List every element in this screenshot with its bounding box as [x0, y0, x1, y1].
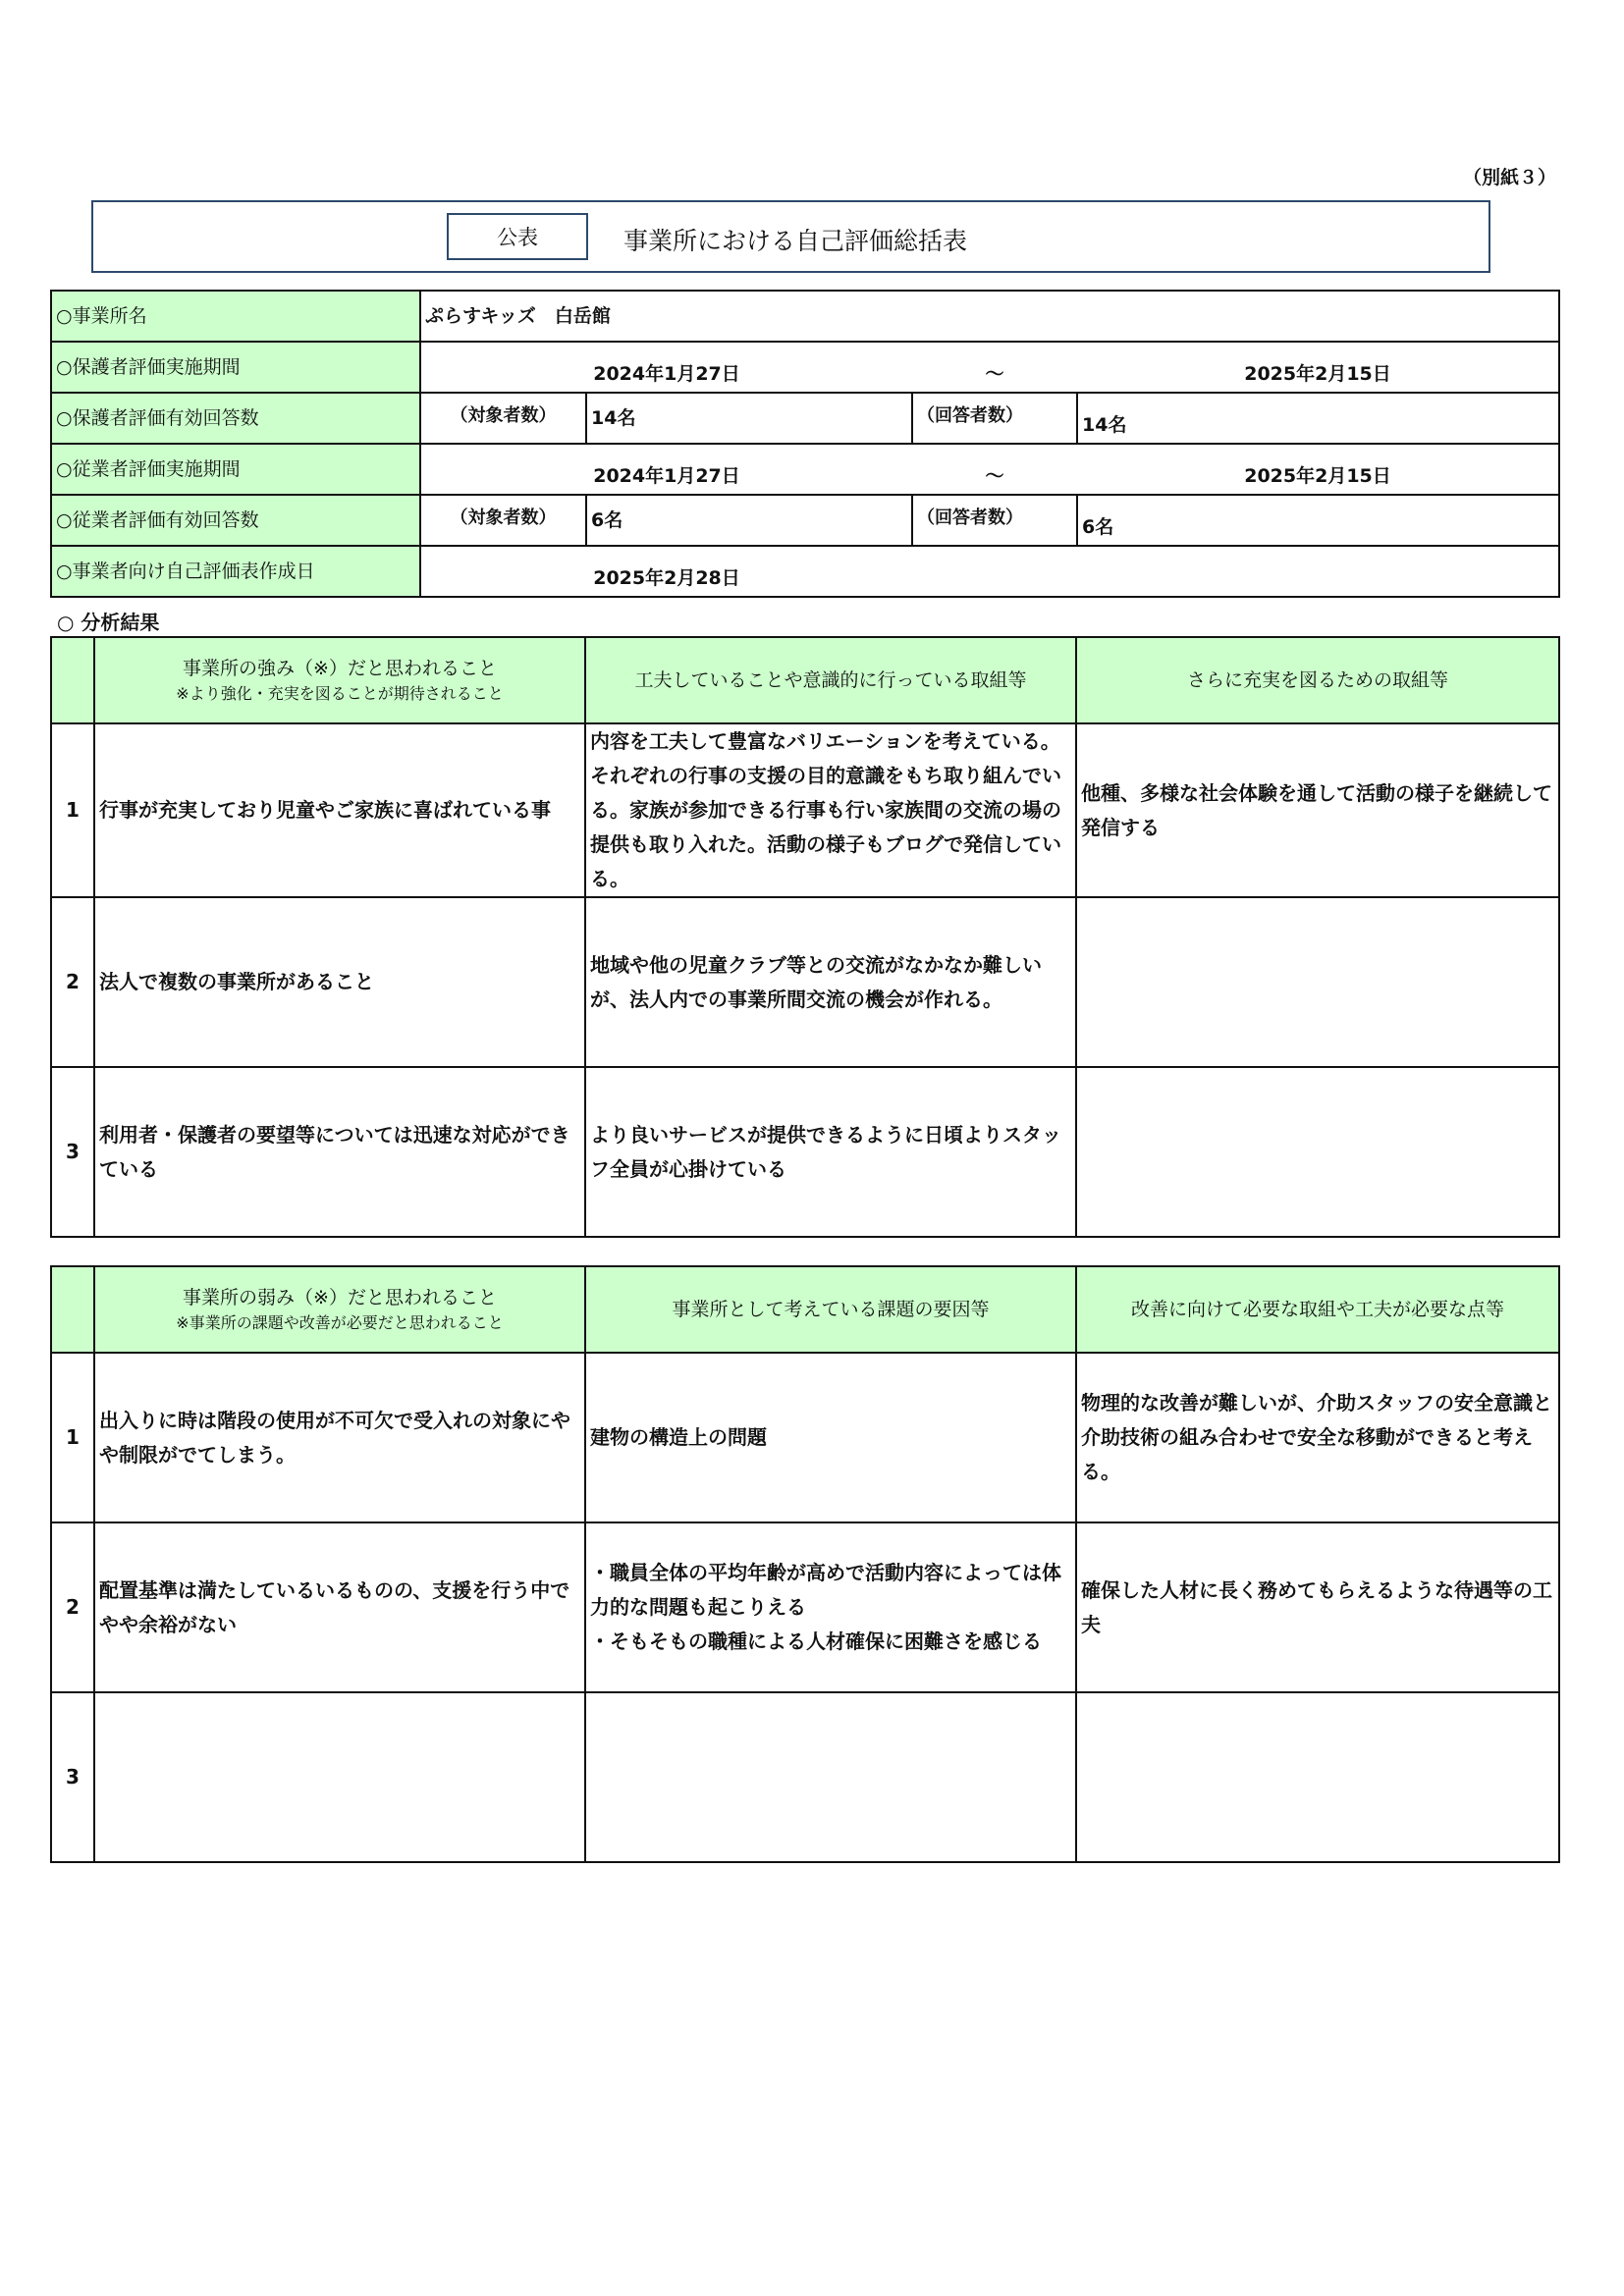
staff-period-row [51, 444, 1559, 495]
weaknesses-col1-header [94, 1266, 585, 1353]
staff-respondent-value: 6名 [1077, 495, 1559, 546]
weakness-causes [585, 1692, 1076, 1862]
staff-period-separator: ～ [912, 444, 1077, 495]
guardian-respondent-value: 14名 [1077, 393, 1559, 444]
weaknesses-col1-main: 事業所の弱み（※）だと思われること [183, 1286, 497, 1308]
empty-cell [912, 546, 1077, 597]
table-row [51, 1692, 1559, 1862]
weakness-text: 出入りに時は階段の使用が不可欠で受入れの対象にやや制限がでてしまう。 [94, 1353, 585, 1522]
strength-efforts: 地域や他の児童クラブ等との交流がなかなか難しいが、法人内での事業所間交流の機会が作れる。 [585, 897, 1076, 1067]
self-eval-row [51, 546, 1559, 597]
empty-cell [1077, 546, 1559, 597]
strength-text: 法人で複数の事業所があること [94, 897, 585, 1067]
strength-text: 利用者・保護者の要望等については迅速な対応ができている [94, 1067, 585, 1237]
table-row [51, 897, 1559, 1067]
facility-name-label: ○事業所名 [51, 291, 420, 342]
strengths-col1-sub: ※より強化・充実を図ることが期待されること [176, 684, 504, 704]
staff-period-start: 2024年1月27日 [420, 444, 912, 495]
table-row [51, 723, 1559, 897]
title-box [91, 200, 1490, 273]
guardian-target-label: （対象者数） [420, 393, 586, 444]
weaknesses-header-row [51, 1266, 1559, 1353]
document-title: 事業所における自己評価総括表 [623, 227, 968, 255]
weakness-cause-line: ・そもそもの職種による人材確保に困難さを感じる [590, 1629, 1042, 1653]
table-row [51, 1067, 1559, 1237]
staff-target-value: 6名 [586, 495, 912, 546]
staff-period-label: ○従業者評価実施期間 [51, 444, 420, 495]
strengths-header-row [51, 637, 1559, 723]
weakness-cause-line: 建物の構造上の問題 [590, 1425, 767, 1449]
weakness-improvements: 物理的な改善が難しいが、介助スタッフの安全意識と介助技術の組み合わせで安全な移動ができると考える。 [1076, 1353, 1559, 1522]
number-header [51, 1266, 94, 1353]
facility-name-value: ぷらすキッズ 白岳館 [420, 291, 1559, 342]
strength-improvements [1076, 1067, 1559, 1237]
row-number: 3 [51, 1067, 94, 1237]
row-number: 1 [51, 723, 94, 897]
weaknesses-table [50, 1265, 1560, 1863]
strength-text: 行事が充実しており児童やご家族に喜ばれている事 [94, 723, 585, 897]
guardian-count-label: ○保護者評価有効回答数 [51, 393, 420, 444]
row-number: 3 [51, 1692, 94, 1862]
public-label: 公表 [447, 213, 588, 260]
analysis-section-title: ○ 分析結果 [57, 611, 160, 634]
self-eval-date-value: 2025年2月28日 [420, 546, 912, 597]
guardian-count-row [51, 393, 1559, 444]
number-header [51, 637, 94, 723]
staff-count-label: ○従業者評価有効回答数 [51, 495, 420, 546]
facility-info-table [50, 290, 1560, 598]
staff-target-label: （対象者数） [420, 495, 586, 546]
guardian-period-separator: ～ [912, 342, 1077, 393]
guardian-period-end: 2025年2月15日 [1077, 342, 1559, 393]
self-eval-date-label: ○事業者向け自己評価表作成日 [51, 546, 420, 597]
weakness-improvements: 確保した人材に長く務めてもらえるような待遇等の工夫 [1076, 1522, 1559, 1692]
guardian-period-row [51, 342, 1559, 393]
staff-period-end: 2025年2月15日 [1077, 444, 1559, 495]
weakness-causes [585, 1353, 1076, 1522]
guardian-period-start: 2024年1月27日 [420, 342, 912, 393]
strengths-col2-header: 工夫していることや意識的に行っている取組等 [585, 637, 1076, 723]
weakness-improvements [1076, 1692, 1559, 1862]
strength-efforts: 内容を工夫して豊富なバリエーションを考えている。それぞれの行事の支援の目的意識をもち取り組んでいる。家族が参加できる行事も行い家族間の交流の場の提供も取り入れた。活動の様子もブログで発信している。 [585, 723, 1076, 897]
table-row [51, 1353, 1559, 1522]
strengths-col1-header [94, 637, 585, 723]
strength-efforts: より良いサービスが提供できるように日頃よりスタッフ全員が心掛けている [585, 1067, 1076, 1237]
weaknesses-col2-header: 事業所として考えている課題の要因等 [585, 1266, 1076, 1353]
facility-row [51, 291, 1559, 342]
row-number: 2 [51, 897, 94, 1067]
strengths-col1-main: 事業所の強み（※）だと思われること [183, 657, 497, 679]
strength-improvements [1076, 897, 1559, 1067]
guardian-period-label: ○保護者評価実施期間 [51, 342, 420, 393]
table-row [51, 1522, 1559, 1692]
strengths-col3-header: さらに充実を図るための取組等 [1076, 637, 1559, 723]
guardian-target-value: 14名 [586, 393, 912, 444]
weaknesses-col3-header: 改善に向けて必要な取組や工夫が必要な点等 [1076, 1266, 1559, 1353]
row-number: 2 [51, 1522, 94, 1692]
guardian-respondent-label: （回答者数） [912, 393, 1077, 444]
weaknesses-col1-sub: ※事業所の課題や改善が必要だと思われること [176, 1313, 504, 1333]
strength-improvements: 他種、多様な社会体験を通して活動の様子を継続して発信する [1076, 723, 1559, 897]
weakness-cause-line: ・職員全体の平均年齢が高めで活動内容によっては体力的な問題も起こりえる [590, 1561, 1061, 1619]
strengths-table [50, 636, 1560, 1238]
staff-respondent-label: （回答者数） [912, 495, 1077, 546]
row-number: 1 [51, 1353, 94, 1522]
annex-label: （別紙３） [1463, 167, 1557, 188]
staff-count-row [51, 495, 1559, 546]
weakness-text: 配置基準は満たしているいるものの、支援を行う中でやや余裕がない [94, 1522, 585, 1692]
weakness-text [94, 1692, 585, 1862]
weakness-causes [585, 1522, 1076, 1692]
